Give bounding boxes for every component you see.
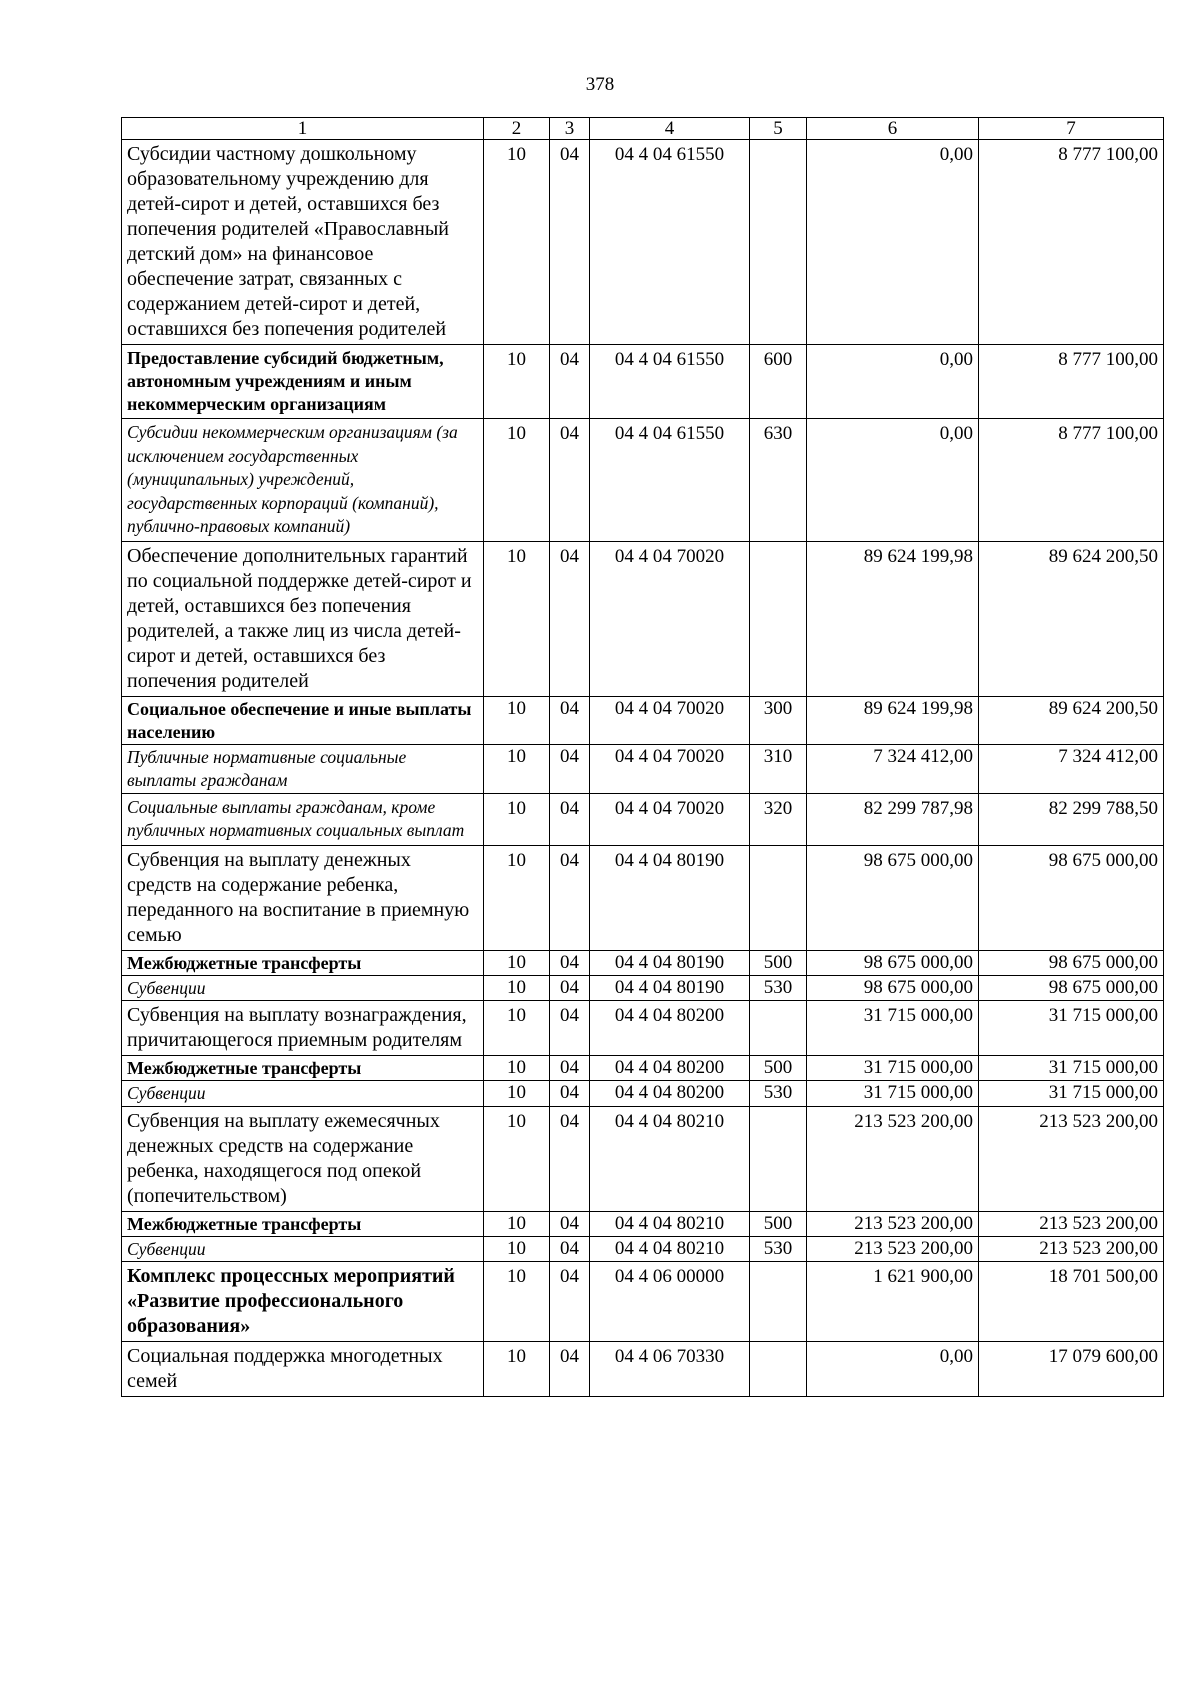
subsection-cell: 04	[550, 1056, 590, 1081]
subsection-cell: 04	[550, 1106, 590, 1211]
row-name-cell: Субсидии частному дошкольному образовательному учреждению для детей-сирот и детей, оставшихся без попечения родителей «Православный детский дом» на финансовое обеспечение затрат, связанных с содержанием детей-сирот и детей, оставшихся без попечения родителей	[122, 140, 484, 345]
row-name-cell: Межбюджетные трансферты	[122, 1056, 484, 1081]
amount-year1-cell: 89 624 199,98	[807, 541, 979, 696]
target-article-cell: 04 4 04 80190	[590, 845, 750, 950]
section-cell: 10	[484, 1081, 550, 1107]
target-article-cell: 04 4 04 80200	[590, 1056, 750, 1081]
row-name-cell: Социальное обеспечение и иные выплаты населению	[122, 696, 484, 744]
section-cell: 10	[484, 793, 550, 845]
table-row	[122, 1081, 1164, 1107]
target-article-cell: 04 4 04 80200	[590, 1081, 750, 1107]
target-article-cell: 04 4 04 80210	[590, 1211, 750, 1236]
amount-year1-cell: 89 624 199,98	[807, 696, 979, 744]
expense-type-cell	[750, 1106, 807, 1211]
table-row	[122, 696, 1164, 744]
table-row	[122, 1342, 1164, 1397]
target-article-cell: 04 4 04 80210	[590, 1106, 750, 1211]
amount-year1-cell: 0,00	[807, 345, 979, 419]
subsection-cell: 04	[550, 975, 590, 1001]
amount-year2-cell: 8 777 100,00	[979, 345, 1164, 419]
expense-type-cell: 530	[750, 975, 807, 1001]
section-cell: 10	[484, 1211, 550, 1236]
expense-type-cell: 530	[750, 1081, 807, 1107]
expense-type-cell	[750, 541, 807, 696]
target-article-cell: 04 4 04 70020	[590, 541, 750, 696]
amount-year2-cell: 98 675 000,00	[979, 950, 1164, 975]
row-name-cell: Социальная поддержка многодетных семей	[122, 1342, 484, 1397]
row-name-cell: Субсидии некоммерческим организациям (за исключением государственных (муниципальных) учреждений, государственных корпораций (компаний), публично-правовых компаний)	[122, 419, 484, 542]
subsection-cell: 04	[550, 696, 590, 744]
target-article-cell: 04 4 04 70020	[590, 793, 750, 845]
amount-year2-cell: 98 675 000,00	[979, 845, 1164, 950]
table-row	[122, 845, 1164, 950]
row-name-cell: Социальные выплаты гражданам, кроме публичных нормативных социальных выплат	[122, 793, 484, 845]
subsection-cell: 04	[550, 345, 590, 419]
column-header: 6	[807, 118, 979, 140]
target-article-cell: 04 4 04 61550	[590, 419, 750, 542]
target-article-cell: 04 4 06 00000	[590, 1262, 750, 1342]
amount-year1-cell: 31 715 000,00	[807, 1001, 979, 1056]
column-header: 5	[750, 118, 807, 140]
target-article-cell: 04 4 04 61550	[590, 345, 750, 419]
amount-year2-cell: 18 701 500,00	[979, 1262, 1164, 1342]
expense-type-cell	[750, 1342, 807, 1397]
row-name-cell: Субвенция на выплату денежных средств на содержание ребенка, переданного на воспитание в приемную семью	[122, 845, 484, 950]
section-cell: 10	[484, 1342, 550, 1397]
amount-year1-cell: 98 675 000,00	[807, 975, 979, 1001]
table-row	[122, 1001, 1164, 1056]
expense-type-cell: 320	[750, 793, 807, 845]
column-header: 7	[979, 118, 1164, 140]
amount-year2-cell: 8 777 100,00	[979, 140, 1164, 345]
subsection-cell: 04	[550, 744, 590, 793]
expense-type-cell: 500	[750, 1056, 807, 1081]
table-row	[122, 793, 1164, 845]
amount-year1-cell: 213 523 200,00	[807, 1106, 979, 1211]
amount-year2-cell: 213 523 200,00	[979, 1211, 1164, 1236]
target-article-cell: 04 4 04 80200	[590, 1001, 750, 1056]
row-name-cell: Субвенции	[122, 975, 484, 1001]
section-cell: 10	[484, 975, 550, 1001]
table-row	[122, 345, 1164, 419]
amount-year2-cell: 31 715 000,00	[979, 1001, 1164, 1056]
amount-year1-cell: 213 523 200,00	[807, 1236, 979, 1262]
subsection-cell: 04	[550, 1342, 590, 1397]
row-name-cell: Предоставление субсидий бюджетным, автономным учреждениям и иным некоммерческим организациям	[122, 345, 484, 419]
target-article-cell: 04 4 04 80190	[590, 950, 750, 975]
row-name-cell: Субвенции	[122, 1236, 484, 1262]
section-cell: 10	[484, 696, 550, 744]
table-row	[122, 419, 1164, 542]
target-article-cell: 04 4 04 80210	[590, 1236, 750, 1262]
amount-year1-cell: 213 523 200,00	[807, 1211, 979, 1236]
amount-year2-cell: 17 079 600,00	[979, 1342, 1164, 1397]
expense-type-cell: 310	[750, 744, 807, 793]
section-cell: 10	[484, 345, 550, 419]
expense-type-cell	[750, 1262, 807, 1342]
subsection-cell: 04	[550, 419, 590, 542]
amount-year1-cell: 82 299 787,98	[807, 793, 979, 845]
target-article-cell: 04 4 04 80190	[590, 975, 750, 1001]
amount-year2-cell: 213 523 200,00	[979, 1106, 1164, 1211]
table-row	[122, 1056, 1164, 1081]
amount-year2-cell: 213 523 200,00	[979, 1236, 1164, 1262]
section-cell: 10	[484, 1236, 550, 1262]
subsection-cell: 04	[550, 845, 590, 950]
header-row	[122, 118, 1164, 140]
expense-type-cell: 500	[750, 1211, 807, 1236]
amount-year1-cell: 0,00	[807, 140, 979, 345]
section-cell: 10	[484, 1001, 550, 1056]
row-name-cell: Комплекс процессных мероприятий «Развитие профессионального образования»	[122, 1262, 484, 1342]
table-row	[122, 541, 1164, 696]
subsection-cell: 04	[550, 1001, 590, 1056]
table-row	[122, 744, 1164, 793]
amount-year1-cell: 7 324 412,00	[807, 744, 979, 793]
section-cell: 10	[484, 541, 550, 696]
table-row	[122, 140, 1164, 345]
amount-year2-cell: 98 675 000,00	[979, 975, 1164, 1001]
target-article-cell: 04 4 04 70020	[590, 744, 750, 793]
amount-year2-cell: 31 715 000,00	[979, 1081, 1164, 1107]
table-row	[122, 950, 1164, 975]
table-row	[122, 1211, 1164, 1236]
target-article-cell: 04 4 06 70330	[590, 1342, 750, 1397]
section-cell: 10	[484, 950, 550, 975]
amount-year1-cell: 1 621 900,00	[807, 1262, 979, 1342]
section-cell: 10	[484, 845, 550, 950]
expense-type-cell	[750, 140, 807, 345]
expense-type-cell	[750, 1001, 807, 1056]
row-name-cell: Субвенции	[122, 1081, 484, 1107]
expense-type-cell	[750, 845, 807, 950]
expense-type-cell: 300	[750, 696, 807, 744]
row-name-cell: Межбюджетные трансферты	[122, 950, 484, 975]
target-article-cell: 04 4 04 61550	[590, 140, 750, 345]
section-cell: 10	[484, 419, 550, 542]
amount-year2-cell: 82 299 788,50	[979, 793, 1164, 845]
row-name-cell: Субвенция на выплату вознаграждения, причитающегося приемным родителям	[122, 1001, 484, 1056]
section-cell: 10	[484, 1056, 550, 1081]
amount-year2-cell: 8 777 100,00	[979, 419, 1164, 542]
subsection-cell: 04	[550, 950, 590, 975]
column-header: 1	[122, 118, 484, 140]
amount-year2-cell: 89 624 200,50	[979, 541, 1164, 696]
subsection-cell: 04	[550, 140, 590, 345]
row-name-cell: Субвенция на выплату ежемесячных денежных средств на содержание ребенка, находящегося под опекой (попечительством)	[122, 1106, 484, 1211]
row-name-cell: Обеспечение дополнительных гарантий по социальной поддержке детей-сирот и детей, оставшихся без попечения родителей, а также лиц из числа детей-сирот и детей, оставшихся без попечения родителей	[122, 541, 484, 696]
amount-year1-cell: 0,00	[807, 1342, 979, 1397]
expense-type-cell: 530	[750, 1236, 807, 1262]
amount-year2-cell: 89 624 200,50	[979, 696, 1164, 744]
amount-year1-cell: 98 675 000,00	[807, 845, 979, 950]
expense-type-cell: 500	[750, 950, 807, 975]
amount-year2-cell: 31 715 000,00	[979, 1056, 1164, 1081]
row-name-cell: Публичные нормативные социальные выплаты гражданам	[122, 744, 484, 793]
subsection-cell: 04	[550, 541, 590, 696]
amount-year1-cell: 0,00	[807, 419, 979, 542]
subsection-cell: 04	[550, 1236, 590, 1262]
row-name-cell: Межбюджетные трансферты	[122, 1211, 484, 1236]
section-cell: 10	[484, 744, 550, 793]
page-number: 378	[585, 74, 615, 95]
budget-table	[121, 117, 1164, 1397]
subsection-cell: 04	[550, 793, 590, 845]
expense-type-cell: 630	[750, 419, 807, 542]
subsection-cell: 04	[550, 1262, 590, 1342]
column-header: 4	[590, 118, 750, 140]
column-header: 3	[550, 118, 590, 140]
table-row	[122, 975, 1164, 1001]
amount-year1-cell: 31 715 000,00	[807, 1056, 979, 1081]
subsection-cell: 04	[550, 1081, 590, 1107]
table-row	[122, 1262, 1164, 1342]
table-row	[122, 1236, 1164, 1262]
subsection-cell: 04	[550, 1211, 590, 1236]
section-cell: 10	[484, 1262, 550, 1342]
section-cell: 10	[484, 140, 550, 345]
target-article-cell: 04 4 04 70020	[590, 696, 750, 744]
table-row	[122, 1106, 1164, 1211]
amount-year1-cell: 31 715 000,00	[807, 1081, 979, 1107]
section-cell: 10	[484, 1106, 550, 1211]
expense-type-cell: 600	[750, 345, 807, 419]
amount-year2-cell: 7 324 412,00	[979, 744, 1164, 793]
column-header: 2	[484, 118, 550, 140]
amount-year1-cell: 98 675 000,00	[807, 950, 979, 975]
